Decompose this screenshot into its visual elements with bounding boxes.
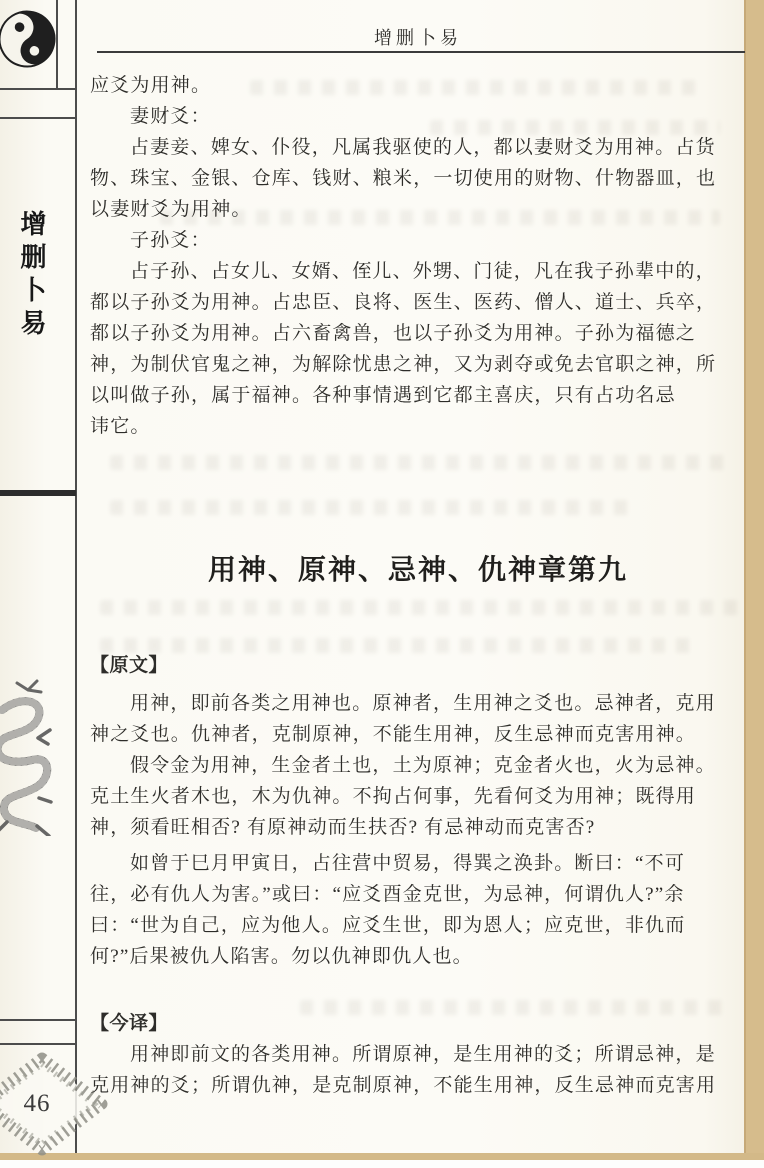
text-line: 以妻财爻为用神。: [90, 199, 252, 220]
text-line: 往，必有仇人为害。”或曰：“应爻酉金克世，为忌神，何谓仇人?”余: [90, 884, 685, 905]
text-line: 用神，即前各类之用神也。原神者，生用神之爻也。忌神者，克用: [130, 693, 716, 714]
text-line: 以叫做子孙，属于福神。各种事情遇到它都主喜庆，只有占功名忌: [90, 385, 676, 406]
text-line: 克土生火者木也，木为仇神。不拘占何事，先看何爻为用神；既得用: [90, 786, 697, 807]
text-line: 妻财爻：: [130, 106, 211, 127]
text-line: 用神即前文的各类用神。所谓原神，是生用神的爻；所谓忌神，是: [130, 1044, 716, 1065]
text-line: 应爻为用神。: [90, 75, 212, 96]
text-line: 都以子孙爻为用神。占六畜禽兽，也以子孙爻为用神。子孙为福德之: [90, 323, 697, 344]
sidebar-rule: [0, 88, 76, 90]
bottom-scan-edge: [0, 1153, 764, 1160]
text-line: 何?”后果被仇人陷害。勿以仇神即仇人也。: [90, 946, 473, 967]
text-line: 都以子孙爻为用神。占忠臣、良将、医生、医药、僧人、道士、兵卒，: [90, 292, 717, 313]
sidebar-rule: [0, 1043, 76, 1045]
yin-yang-icon: [0, 4, 58, 81]
running-header-title: 增删卜易: [374, 28, 462, 48]
page-number: 46: [23, 1090, 51, 1117]
dragon-emblem-icon: [0, 676, 56, 841]
right-scan-edge: [744, 0, 764, 1153]
text-line: 子孙爻：: [130, 230, 211, 251]
text-line: 如曾于巳月甲寅日，占往营中贸易，得巽之涣卦。断曰：“不可: [130, 853, 686, 874]
text-line: 占妻妾、婢女、仆役，凡属我驱使的人，都以妻财爻为用神。占货: [130, 137, 716, 158]
section-label-original: 【原文】: [90, 655, 169, 676]
sidebar-rule: [0, 117, 76, 119]
text-line: 讳它。: [90, 416, 151, 437]
chapter-title: 用神、原神、忌神、仇神章第九: [207, 555, 628, 586]
section-label-translation: 【今译】: [90, 1013, 169, 1034]
text-line: 神，为制伏官鬼之神，为解除忧患之神，又为剥夺或免去官职之神，所: [90, 354, 717, 375]
sidebar-thick-rule: [0, 490, 76, 496]
text-line: 曰：“世为自己，应为他人。应爻生世，即为恩人；应克世，非仇而: [90, 915, 686, 936]
text-line: 神之爻也。仇神者，克制原神，不能生用神，反生忌神而克害用神。: [90, 724, 697, 745]
text-line: 克用神的爻；所谓仇神，是克制原神，不能生用神，反生忌神而克害用: [90, 1075, 717, 1096]
text-line: 物、珠宝、金银、仓库、钱财、粮米，一切使用的财物、什物器皿，也: [90, 168, 717, 189]
sidebar-book-title-vertical: 增删卜易: [17, 210, 46, 342]
header-rule: [97, 51, 745, 53]
text-line: 占子孙、占女儿、女婿、侄儿、外甥、门徒，凡在我子孙辈中的，: [130, 261, 716, 282]
sidebar-rule: [0, 1019, 76, 1021]
text-line: 假令金为用神，生金者土也，土为原神；克金者火也，火为忌神。: [130, 755, 716, 776]
page-body-text: [90, 70, 746, 1101]
sidebar-vertical-rule: [75, 0, 77, 1153]
text-line: 神，须看旺相否? 有原神动而生扶否? 有忌神动而克害否?: [90, 817, 596, 838]
bottom-margin: [0, 1160, 764, 1168]
